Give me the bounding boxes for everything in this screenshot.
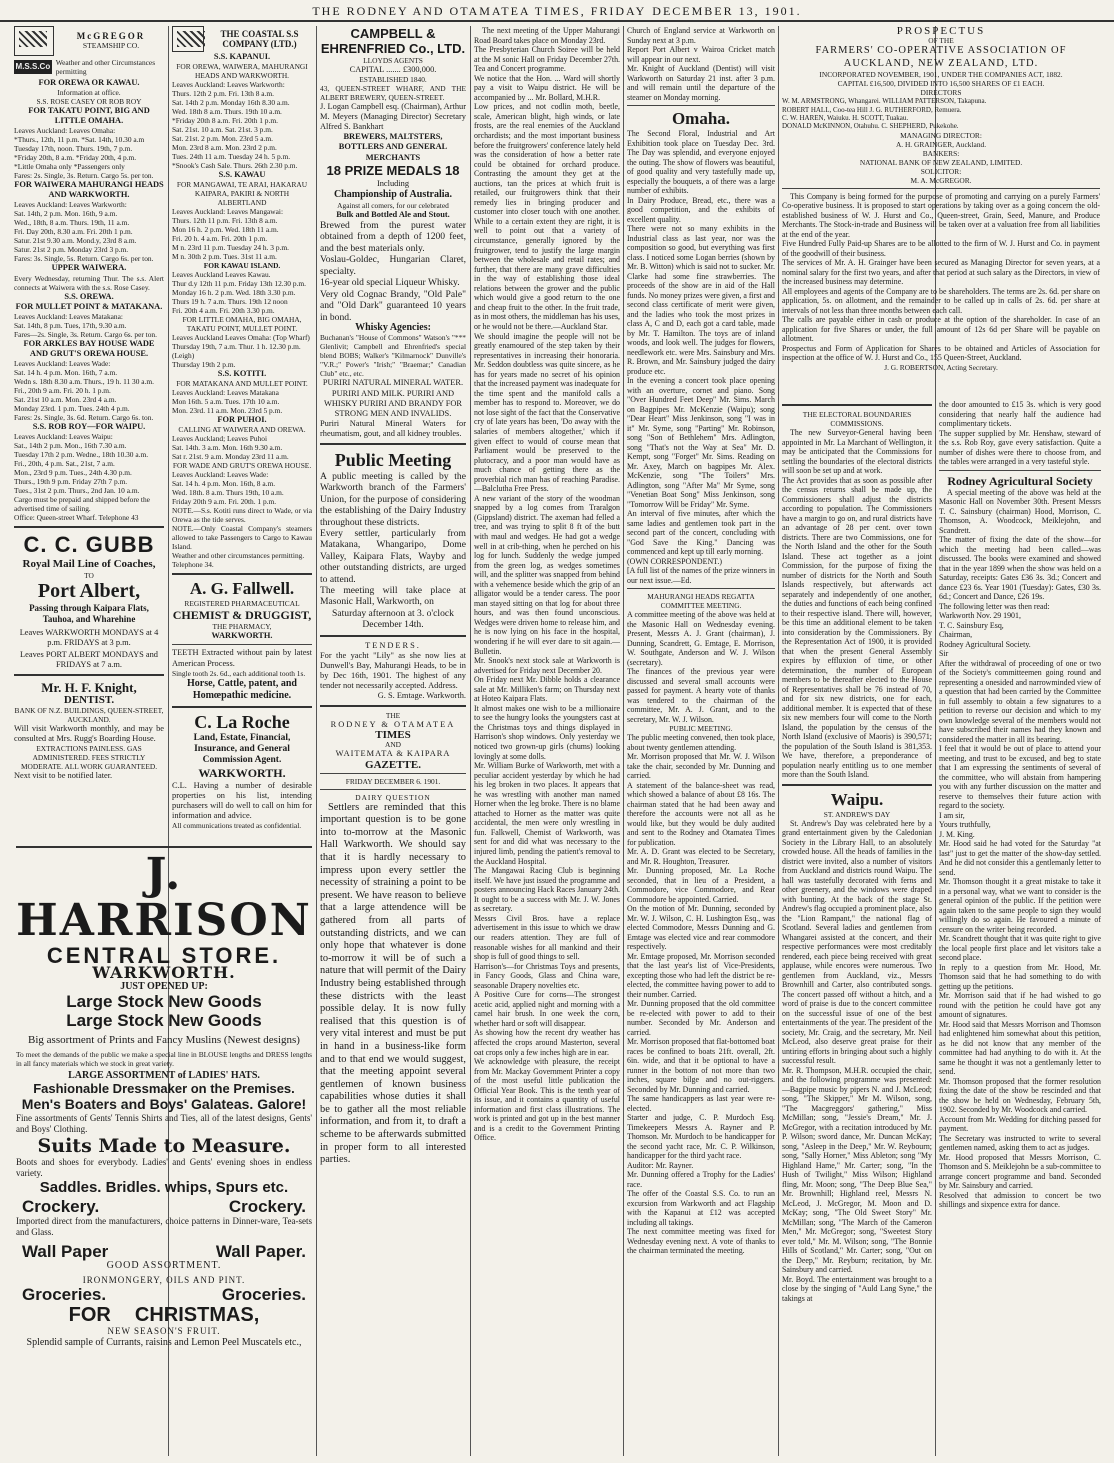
harrison-groc2: Groceries.: [221, 1285, 306, 1305]
campbell-puriri2: PURIRI AND MILK. PURIRI AND WHISKY PURIRI AND BRANDY FOR STRONG MEN AND INVALIDS.: [323, 388, 463, 418]
regatta-title: MAHURANGI HEADS REGATTA: [647, 592, 755, 601]
laroche-comm: All communications treated as confidential.: [172, 821, 302, 831]
society-title: Rodney Agricultural Society: [947, 473, 1093, 488]
masthead-title: THE RODNEY AND OTAMATEA TIMES, FRIDAY: [312, 3, 647, 18]
coastal-dest5: FOR MATAKANA AND MULLET POINT.: [176, 379, 308, 389]
campbell-brewed: Brewed from the purest water obtained from a depth of 1200 feet, and the best materials only.: [320, 219, 466, 254]
column-7: [939, 400, 1101, 1456]
campbell-champ: Championship of Australia.: [333, 188, 453, 200]
coastal-times6: Sat. 14th. 3 a.m. Mon. 16th 9.30 a.m. Sat r. 21st. 9 a.m. Monday 23rd 11 a.m.: [172, 443, 289, 462]
harrison-imported: Imported direct from the manufacturers, choice patterns in Dinner-ware, Tea-sets and Glass.: [16, 1216, 312, 1238]
prospectus-inc: INCORPORATED NOVEMBER, 1901, UNDER THE COMPANIES ACT, 1882.: [819, 70, 1063, 80]
fallwell-single: Single tooth 2s. 6d., each additional tooth 1s.: [172, 668, 306, 678]
prospectus-capital: CAPITAL £16,500, DIVIDED INTO 16,500 SHARES OF £1 EACH.: [837, 79, 1045, 89]
prospectus-bank: NATIONAL BANK OF NEW ZEALAND, LIMITED.: [859, 157, 1023, 167]
prospectus-body: This Company is being formed for the purpose of promoting and carrying on a purely Farmers' Co-operative business. It is proposed to start operations by taking over as a going concern the old-established business of W. J. Hurst and Co., Queen-street, Grain, Seed, Manure, and Produce Merchants. The Stock-in-trade and Business will be taken over at a valuation free from all liabilities at the end of the year. Five Hundred Fully Paid-up Shares are to be allotted to the firm of W. J. Hurst and Co. in payment of the goodwill of their business. The services of Mr. A. H. Grainger have been secured as Managing Director for seven years, at a nominal salary for the first two years, and after that period at such salary as the Directors, in view of the increased business may determine. All employees and agents of the Company are to be shareholders. The terms are 2s. 6d. per share on application, 5s. on allotment, and the remainder to be called up in calls of 2s. 6d. per share at intervals of not less than three months between each call. The calls are payable either in cash or produce at the option of the shareholder. In case of an application for five Shares or under, the full amount of 12s 6d per Share will be payable on allotment. Prospectus and Form of Application for Shares to be obtained and Articles of Association for inspection at the office of W. J. Hurst and Co., 155 Queen-Street, Auckland.: [782, 191, 1100, 363]
harrison-saddles: Saddles. Bridles. whips, Spurs etc.: [39, 1179, 289, 1197]
knight-visit: Will visit Warkworth monthly, and may be consulted at Mrs. Rugg's Boarding House.: [14, 723, 164, 743]
fallwell-ad: [172, 579, 312, 701]
harrison-boots: Boots and shoes for everybody. Ladies' and Gents' evening shoes in endless variety.: [16, 1157, 312, 1179]
tenders-title: TENDERS.: [365, 640, 421, 650]
gubb-leaves: Leaves WARKWORTH MONDAYS at 4 p.m. FRIDAYS at 3 p.m.: [19, 628, 159, 648]
paper-title-block: [320, 711, 466, 789]
mcgregor-dest3: FOR WAIWERA MAHURANGI HEADS AND WARKWORTH.: [14, 180, 164, 200]
mcgregor-times-e: Sat., 14th 2 p.m. Mon., 16th 7.30 a.m. Tuesday 17th 2 p.m. Wedne., 18th 10.30 a.m. Fri., 20th, 4 p.m. Sat., 21st, 7 a.m. Mon., 23rd 9 p.m. Tues., 24th 4.30 p.m. Thurs., 19th 9 p.m. Friday 27th 7 p.m. Tues., 31st 2 p.m. Thurs., 2nd Jan. 10 a.m. Cargo must be prepaid and shipped before the advertised time of sailing.: [14, 441, 150, 514]
mcgregor-times-c: Sat. 14th, 8 p.m. Tues, 17th, 9.30 a.m. Fares—2s. Single, 3s. Return. Cargo 6s. per ton.: [14, 320, 157, 339]
gubb-ad: [14, 532, 164, 670]
mcgregor-dest7: S.S. ROB ROY—FOR WAIPU.: [32, 421, 146, 431]
public-meeting-ad: [320, 449, 466, 631]
knight-addr: BANK OF N.Z. BUILDINGS, QUEEN-STREET, AUCKLAND.: [14, 705, 164, 724]
prospectus-block: [782, 26, 1100, 396]
harrison-season: NEW SEASON'S FRUIT.: [107, 1326, 221, 1337]
harrison-groc1: Groceries.: [22, 1285, 107, 1305]
waipu-body: St. Andrew's Day was celebrated here by a grand entertainment given by the Caledonian Society in the Library Hall, to an absolutely crowded house. All the heads of families in the district were invited, also a number of visitors from Auckland and districts round Waipu. The hall was tastefully decorated with ferns and other greenery, and the windows were draped with bunting. At the back of the stage St. Andrew's flag occupied a prominent place, also the "Lion Rampant," the national flag of Scotland. Several ladies and gentlemen from Whangarei assisted at the concert, and their respective performances were most creditably rendered, each piece being received with great applause, while encores were numerous. Two gentlemen from Auckland, viz., Messrs Brownhill and Carter, also contributed songs. The concert passed off without a hitch, and a word of praise is due to the concert committee on the successful issue of one of the best entertainments of the year. The president of the society, Mr. Craig, and the secretary, Mr. Neil McLeod, also deserve great praise for their untiring efforts in bringing about such a highly successful result. Mr. R. Thompson, M.H.R. occupied the chair, and the following programme was presented:—Bagpipe music by pipers N. and J. McLeod; song, "The Skipper," Mr M. Wilson, song, "The Macgreggors' gathering," Miss McMillan; song, "Jessie's Dream," Mr. J. McGregor, with a recitation introduced by Mr. P. Wilson; sword dance, Mr. Duncan McKay; song, "Asleep in the Deep," Mr. W. Reybourn; song, "Sally Horner," Miss Ableton; song "My Highland Hame," Mr. Carter; song, "In the Hush of Twilight," Miss Wilson; Highland fling, Mr. Moon; song, "The Deep Blue Sea," Mr. Brownhill; Highland reel, Messrs N. McLeod, J. McGregor, M. Moon and D. McKay; song, "The Old Sweet Story" Mr. McMillan; song, "The March of the Cameron Men," Mr. McGregor; song, "Sweetest Story ever told," Mr. M. Wilson; song, "The Bonnie Hills of Scotland," Mr. Carter; song, "Out on the Deep," Mr. Reyburn; recitation, by Mr. Sainsbury and carried. Mr. Boyd. The entertainment was brought to a close by the singing of "Auld Lang Syne," the takings at: [782, 818, 932, 1303]
mcgregor-leaves-d: Leaves Auckland: Leaves Wade:: [14, 358, 111, 368]
omaha-body: The Second Floral, Industrial and Art Exhibition took place on Tuesday Dec. 3rd. The Day was splendid, and everyone enjoyed the outing. The show of flowers was beautiful, of good quality and very tastefully made up, especially the bouquets, a of there was a large number of exhibits. In Dairy Produce, Bread, etc., there was a good competition, and the exhibits of excellent quality. There were not so many exhibits in the Industrial class as last year, nor was the composition so good, but everything was first class. I noticed some Logan berries (shown by Mr. B. Witton) which is said not to sucker. Mr. Clarke had some fine strawberries. The proceeds of the show are in aid of the Hall funds. No money prizes were given, a first and second class certificate of merit were given, and the ladies who took the most prizes in class A, C and D, each got a card table, made by Mr. T. Hamilton. The toys are of inland woods, and look well. The judges for flowers, needlework etc. were Mrs. Sainsbury and Mrs. R. Brown, and Mr. Sainsbury judged the dairy produce etc. In the evening a concert took place opening with an overture, cornet and piano. Song "Over Hundred Feet Deep" Mr. Sims. March on Bagpipes Mr. McKenzie (Waipu); song "Dear Heart" Miss Jenkinson, song "I was in it" Mr. Syme, song "Parting" Mr. Robinson, song "Son of Bethlehem" Mrs. Adlington, song "That's not the Way at Sea" Mr. D. Kempt, song "Forget" Mr. Sims. Reading on Mr. Axey, March on bagpipes Mr. Alex. McKenzie, song "The Toilers" Mrs. Adlington, song "After Ma" Mr Syme, song "Venetian Boat Song" Miss Jenkinson, song "Tomorrow Will be Friday" Mr. Syme. An interval of five minutes, after which the same ladies and gentlemen took part in the second part of the concert, concluding with "God Save the King." Dancing was commenced and kept up till early morning. (OWN CORRESPONDENT.) [A full list of the names of the prize winners in our next issue.—Ed.: [627, 129, 775, 585]
harrison-name: J. HARRISON: [16, 849, 312, 946]
regatta-sub: COMMITTEE MEETING.: [660, 601, 742, 610]
mcgregor-dest4: UPPER WAIWERA.: [51, 263, 127, 273]
dairy-body: Settlers are reminded that this important question is to be gone into to-morrow at the Masonic Hall Warkworth. We should say that it is hardly necessary to impress upon every settler the necessity of straining a point to be present. We have reason to believe that a large attendence will be gathered from all parts of outstanding districts, and we can only hope that whatever is done to-morrow it will be of such a nature that will permit of the Dairy Industry being established through these districts with the least possible delay. It is now fully realised that this question is of very vital interest and must be put in hand in a business-like form and to that end we would suggest, that the meeting appoint several gentlemen of known business capabilities whose duties it shall be to gather all the most reliable information, and from it, to draft a scheme to be afterwards submitted in proper form to all interested parties.: [320, 801, 466, 1166]
knight-title: DENTIST.: [63, 694, 115, 707]
public-body: The public meeting convened, then took place, about twenty gentlemen attending. Mr. Morrison proposed that Mr. W. J. Wilson take the chair, seconded by Mr. Dunning and carried. A statement of the balance-sheet was read, which showed a balance of about £8 16s. The chairman stated that he had been away and therefore the accounts were not all as he would like, but they would be duly audited and sent to the Rodney and Otamatea Times for publication. Mr. A. D. Grant was elected to be Secretary, and Mr. R. Houghton, Treasurer. Mr. Dunning proposed, Mr. La Roche seconded, that in lieu of a President, a Commodore, vice Commodore, and Rear Commodore be appointed. Carried. On the motion of Mr. Dunning, seconded by Mr. W. J. Wilson, C. H. Lushington Esq., was elected Commodore, Messrs Dunning and G. Emtage was elected vice and rear commodore respectively. Mr. Emtage proposed, Mr. Morrison seconded that the last year's list of Vice-Presidents, excepting those who had left the district be re-elected, the committee having power to add to their number. Carried. Mr. Dunning proposed that the old committee be re-elected with power to add to their number. Seconded by Mr. Anderson and carried. Mr. Morrison proposed that flat-bottomed boat races be confined to boats 21ft. overall, 2ft. 6in. wide, and that it be optional to have a runner in the bottom of not more than two inches, square bilge and no out-riggers. Seconded by Mr. Dunning and carried. The same handicappers as last year were re-elected. Starter and judge, C. P. Murdoch Esq. Timekeepers Messrs A. Rayner and P. Thomson. Mr. Murdoch to be handicapper for the second yacht race, Mr. C. P. Wilkinson, handicapper for the third yacht race. Auditor: Mr. Rayner. Mr. Dunning offered a Trophy for the Ladies' race. The offer of the Coastal S.S. Co. to run an excursion from Warkworth and act Flagship with the Kapanui at £12 was accepted including all takings. The next committee meeting was fixed for Wednesday evening next. A vote of thanks to the chairman terminated the meeting.: [627, 733, 775, 1255]
coastal-times7: Sat. 14 h. 4 p.m. Mon. 16th, 8 a.m. Wed. 18th. 8 a.m. Thurs 19th, 10 a.m. Friday 20th 9 a.m. Fri. 20th. 1 p.m.: [172, 479, 284, 507]
ship-flag-icon: [14, 26, 54, 56]
mcgregor-times-d: Sat. 14 h. 4 p.m. Mon. 16th, 7 a.m. Wedn s. 18th 8.30 a.m. Thurs., 19 h. 11 30 a.m. Fri., 20th 9 a.m. Fri. 20 h. 1 p.m. Sat. 21st 10 a.m. Mon. 23rd 4 a.m. Monday 23rd. 1 p.m. Tues. 24th 4 p.m. Fares: 2s. Single, 3s. 6d. Return. Cargo 6s. ton.: [14, 367, 155, 422]
public-sub: PUBLIC MEETING.: [669, 724, 733, 733]
harrison-iron: IRONMONGERY, OILS AND PINT.: [82, 1275, 246, 1286]
mcgregor-ad: [14, 26, 164, 522]
mcgregor-dest5: FOR MULLET POINT & MATAKANA.: [15, 301, 163, 311]
harrison-crockery-row: [16, 1197, 312, 1216]
knight-ad: [14, 680, 164, 780]
meeting-body: A public meeting is called by the Warkworth branch of the Farmers' Union, for the purpose of considering the establishing of the Dairy Industry throughout these districts. Every settler, particularly from Matakana, Whangaripo, Dome Valley, Kaipara Flats, Wayby and other outstanding districts, are urged to attend. The meeting will take place at Masonic Hall, Warkworth, on: [320, 471, 466, 608]
column-5: [627, 26, 775, 1456]
column-rule: [778, 26, 779, 1456]
laroche-agent: Land, Estate, Financial, Insurance, and General Commission Agent.: [193, 732, 291, 765]
paper-date: FRIDAY DECEMBER 6. 1901.: [345, 776, 441, 786]
coastal-dest2: FOR MANGAWAI, TE ARAI, HAKARAU KAIPARA, PAKIRI & NORTH ALBERTLAND: [176, 180, 308, 208]
prospectus-name: FARMERS' CO-OPERATIVE ASSOCIATION OF AUCKLAND, NEW ZEALAND, LTD.: [815, 45, 1067, 69]
harrison-groc-row: [16, 1285, 312, 1304]
coastal-leaves: Leaves Auckland: Leaves Warkworth:: [172, 80, 285, 90]
campbell-whisky: 16-year old special Liqueur Whisky.: [320, 277, 460, 289]
column-1: [14, 26, 164, 836]
coastal-dest4: FOR LITTLE OMAHA, BIG OMAHA, TAKATU POINT, MULLET POINT.: [182, 315, 302, 334]
fallwell-town: WARKWORTH.: [211, 631, 273, 641]
mcgregor-dest1: FOR OREWA OR KAWAU.: [38, 78, 140, 87]
mcgregor-dest2: FOR TAKATU POINT, BIG AND LITTLE OMAHA.: [28, 106, 150, 126]
waipu-sub: ST. ANDREW'S DAY: [823, 809, 891, 819]
omaha-title: Omaha.: [671, 109, 731, 128]
paper-line3: TIMES: [375, 729, 411, 742]
waipu-continued: the door amounted to £15 3s. which is very good considering that nearly half the audience had complimentary tickets. The supper supplied by Mr. Henshaw, steward of the s.s. Rob Roy, gave every satisfaction. Quite a number of dishes were there to choose from, and the tables were arranged in a very tasteful style.: [939, 400, 1101, 466]
ship-flag-icon: [172, 26, 204, 52]
column-rule: [623, 26, 624, 1456]
gubb-to: TO: [84, 571, 94, 581]
tenders-sig: G. S. Emtage. Warkworth.: [377, 691, 466, 701]
mssc-logo: M.S.S.Co: [14, 60, 52, 74]
fallwell-title: CHEMIST & DRUGGIST,: [172, 608, 312, 623]
column-2: [172, 26, 312, 836]
masthead: [0, 2, 1114, 22]
local-notes: Church of England service at Warkworth on Sunday next at 3 p.m. Report Port Albert v Wairoa Cricket match will appear in our next. Mr. Knight of Auckland (Dentist) will visit Warkworth on Saturday 21 inst. after 3 p.m. and will remain until the departure of the steamer on Monday morning.: [627, 26, 775, 102]
paper-line4: AND: [384, 740, 401, 750]
gubb-line: Royal Mail Line of Coaches,: [22, 558, 156, 571]
coastal-leaves4: Leaves Auckland Leaves Omaha: (Top Wharf): [172, 333, 310, 343]
electoral-body: The new Surveyor-General having been appointed in Mr. La Marchant of Wellington, it may be anticipated that the Commissions for settling the boundaries of the electoral districts will soon be set up and at work. The Act provides that as soon as possible after the census returns shall be made up, the Commissioners shall adjust the districts according to population. The Commissioners have a margin to go on, and rural districts have an advantage of 28 per cent. over town districts. There are two Commissions, one for the North Island and the other for the South Island. These act together as a joint Commission, for the purpose of fixing the number of districts for the North and South Islands respectively, but afterwards act separately and independently of one another, the duties and functions of each being confined to their respective island. There will, however, be this time an additional element to be taken into consideration by the Commissioners. By the Representation Act of 1900, it is provided that when the present General Assembly expires by effluxion of time, or other determination, the number of European members to be thereafter elected to the House of Representatives shall be 76 instead of 70, and for six new districts, one for each, additional member. It is expected that of these six new members four will come to the North Island, the population by the census of the North Island (exclusive of Maoris) is 390,571; the population of the South Island is 381,353. We have, therefore, a preponderance of population nearly entitling us to one member more than the South Island.: [782, 428, 932, 779]
mcgregor-co: STEAMSHIP CO.: [82, 41, 140, 50]
masthead-date: DECEMBER 13, 1901.: [652, 3, 802, 18]
paper-line2: RODNEY & OTAMATEA: [330, 720, 456, 730]
coastal-times3: Thur d.y 12th 11 p.m. Friday 13th 12.30 p.m. Monday 16 h. 2 p.m. Wed. 18th 3.30 p.m. Thurs 19 h. 7 a.m. Thurs. 19th 12 noon Fri. 20th 4 a.m. Fri. 20th 3.30 p.m.: [172, 279, 306, 316]
prospectus-sol-name: M. A. McGREGOR.: [910, 175, 972, 185]
campbell-ad: [320, 26, 466, 439]
column-6: [782, 400, 932, 1456]
harrison-stock2: Large Stock New Goods: [66, 1011, 262, 1031]
harrison-crockery2: Crockery.: [228, 1197, 306, 1217]
mcgregor-info: Information at office.: [57, 88, 121, 98]
meeting-when: Saturday afternoon at 3. o'clock December 14th.: [332, 607, 454, 631]
prospectus-sig: J. G. ROBERTSON, Acting Secretary.: [884, 362, 998, 372]
prospectus-directors: DIRECTORS: [920, 88, 962, 98]
fallwell-reg: REGISTERED PHARMACEUTICAL: [184, 599, 300, 609]
harrison-town: WARKWORTH.: [92, 963, 236, 982]
coastal-times: Thurs. 12th 2 p.m. Fri. 13th 8 a.m. Sat. 14th 2 p.m. Monday 16th 8.30 a.m. Wed. 18th 8 a.m. Thurs. 19th 10 a.m. *Friday 20th 8 a.m. Fri. 20th 1 p.m. Sat. 21st. 10 a.m. Sat. 21st. 3 p.m. Sat. 21st. 2 p.m. Mon. 23rd 5 a.m. Mon. 23rd 8 a.m. Mon. 23rd 2 p.m. Tues. 24th 11 a.m. Tuesday 24 h. 5 p.m. *Snook's Cash Sale. Thurs. 26th 2.30 p.m.: [172, 89, 298, 171]
gubb-dest: Port Albert,: [37, 580, 141, 603]
meeting-title: Public Meeting: [334, 450, 452, 470]
prospectus-solicitor: SOLICITOR:: [920, 166, 962, 176]
harrison-wall1: Wall Paper: [22, 1242, 109, 1262]
tenders-body: For the yacht "Lily" as she now lies at Dunwell's Bay, Mahurangi Heads, to be in by Dec 16th, 1901. The highest of any tender not necessarily accepted. Address.: [320, 650, 466, 691]
harrison-wall2: Wall Paper.: [215, 1242, 306, 1262]
mcgregor-weather: Weather and other Circumstances permitting: [55, 58, 156, 76]
regatta-body: A committee meeting of the above was held at the Masonic Hall on Wednesday evening. Present, Messrs A. J. Grant (chairman), J. Dunning, Scandrett, G. Emtage, E. Morrison, W. Southgate, Anderson and W. J. Wilson (secretary). The finances of the previous year were discussed and several small accounts were passed for payment. A hearty vote of thanks was tendered to the chairman of the committee, Mr. A. J. Grant, and to the secretary, Mr. W. J. Wilson.: [627, 610, 775, 724]
harrison-suits: Suits Made to Measure.: [37, 1135, 291, 1158]
harrison-boaters: Men's Boaters and Boys' Galateas. Galore!: [21, 1096, 307, 1113]
harrison-store: CENTRAL STORE.: [46, 943, 282, 968]
prospectus-dir-list: W. M. ARMSTRONG, Whangarei. WILLIAM PATTERSON, Takapuna. ROBERT HALL, Coo-tea Hill J. G. RUTHERFORD, Remuera. C. W. HAREN, Waiuku. H. SCOTT, Tuakau. DONALD McKINNON, Otahuhu. C. SHEPHERD, Pukekohe.: [782, 97, 987, 131]
coastal-weather: Weather and other circumstances permitting. Telephone 34.: [172, 551, 305, 570]
mcgregor-times-a: *Thurs., 12th, 11 p.m. *Sat. 14th, 10.30 a.m Tuesday 17th, noon. Thurs. 19th, 7 p.m. *Friday 20th, 8 a.m. *Friday 20th, 4 p.m. *Little Omaha only *Passengers only Fares: 2s. Single, 3s. Return. Cargo 5s. per ton.: [14, 135, 154, 181]
coastal-note6: CALLING AT WAIWERA AND OREWA.: [178, 425, 306, 435]
harrison-currants: Splendid sample of Currants, raisins and Lemon Peel Muscatels etc.,: [26, 1336, 302, 1348]
campbell-capital: CAPITAL ....... £300,000.: [349, 65, 437, 74]
harrison-opened: JUST OPENED UP:: [120, 981, 208, 993]
campbell-agencies: Whisky Agencies:: [355, 322, 431, 334]
harrison-hats: LARGE ASSORTMENT of LADIES' HATS.: [68, 1070, 260, 1082]
column-rule: [470, 26, 471, 1456]
campbell-cognac: Very old Cognac Brandy, "Old Pale" and "Old Dark" guaranteed 10 years in bond.: [320, 288, 466, 323]
mcgregor-boats: S.S. ROSE CASEY OR ROB ROY: [36, 97, 142, 107]
campbell-bulk: Bulk and Bottled Ale and Stout.: [336, 209, 450, 219]
campbell-incl: Including: [376, 178, 410, 188]
coastal-note: NOTE.—S.s. Kotiti runs direct to Wade, or via Orewa as the tide serves. NOTE.—Only Coastal Company's steamers allowed to take Passengers to Cargo to Kawau Island.: [172, 506, 312, 552]
knight-extract: EXTRACTIONS PAINLESS. GAS ADMINISTERED. FEES STRICTLY MODERATE. ALL WORK GUARANTEED.: [20, 743, 158, 771]
paper-line6: GAZETTE.: [365, 758, 421, 771]
coastal-boat: S.S. KAPANUI.: [213, 52, 271, 61]
local-news: The next meeting of the Upper Mahurangi Road Board takes place on Monday 23rd. The Presbyterian Church Soiree will be held at the M sonic Hall on Friday December 27th. Tea and Concert programme. We notice that the Hon. ... Ward will shortly pay a visit to Waipu district. He will be accompanied by ... Mr. Bollard, M.H.R. Low prices, and not codlin moth, beetle, scale, American blight, high winds, or late frosts, are the real enemies of the Auckland orchardists; and the most important business before the fruitgrowers' conference lately held was the consideration of how a better rate could be obtained for orchard produce. Contrasting the amount they get at the auctions, tan the prices at which fruit is retailed, our fruitgrowers think that their remedy lies in bringing producer and customer into closer touch with one another. While to a certain extent they are right, it is well to point out that a variety of circumstance, generally ignored by the fruitgrower, tend to justify the large margin between the wholesale and retail rates; and further, that there are many grave difficulties in the way of establishing those ideal relations between the grower and the public which would give a good return to the one and cheap fruit to the other. In the fruit trade, as in most others, the middleman has his uses, or he would not be there.—Auckland Star. We should imagine the people will not be greatly enamoured of the step taken by their representatives in increasing their honoraria. Mr. Seddon doubtless was quite sincere, as he has for years made no secret of his opinion that the increased payment was inadequate for the time spent and the manifold calls a member has to respond to. Moreover, we do not lose sight of the fact that the Conservative cry of late years has been, 'Do away with the salaries of members altogether,' which if given effect to would of course mean that Parliament would be preserved to the plutocracy, and a poor man would have as much chance of getting there as the proverbial rich man has of reaching Paradise.—Balclutha Free Press. A new variant of the story of the woodman snapped by a log comes from Traralgon (Gippsland) district. The axeman had felled a tree, and was trying to split 8 ft of the butt with maul and wedges. He had got a wedge well in at crib-thing, when he perched on his log for lunch. Suddenly the wedge jumped from the green log, as wedges sometimes will, and the splitter was snapped from behind with a vehemence beside which the grip of an alligator would be a tender caress. The poor man stayed sitting on that log for about three hours, and was then found unconscious. Wedges were driven home to release him, and he is now lying on his face in the hospital, wondering if he will ever dare to sit again.—Bulletin. Mr. Snook's next stock sale at Warkworth is advertised for Friday next December 20. On Friday next Mr. Dibble holds a clearance sale at Mr. Milliken's farm; on Thursday next at Hoteo Kaipara Flats. It almost makes one wish to be a millionaire to see the hungry looks the youngsters cast at the Christmas toys and things displayed in Harrison's shop windows. Only yesterday we noticed two grown-up girls (chums) looking lovingly at some dolls. Mr. William Burke of Warkworth, met with a peculiar accident yesterday by which he had his leg broken in two places. It appears that he was wrestling with another man named Horner when the leg broke. There is no blame attached to Horner as the matter was quite accidental, the men were only wrestling in fun. Falkwell, Chemist of Warkworth, was sent for and did what was necessary to the injured limb, pending the patient's removal to the Auckland Hospital. The Mangawai Racing Club is beginning itself. We have just issued the programme and posters announcing Hack Races January 24th. It ought to be a success with Mr. J. W. Jones as secretary. Messrs Civil Bros. have a replace advertisement in this issue to which we draw our readers attention. They are full of reasonable wishes for all mankind and their shop is full of good things to sell. Harrison's—for Christmas Toys and presents, in Fancy Goods, Glass and China ware, seasonable Drapery novelties etc. A Positive Cure for corns—The strongest acetic acid, applied night and morning with a camel hair brush. In one week the corn, whether hard or soft will disappear. As showing how the recent dry weather has affected the crops around Masterton, several oat crops only a few inches high are in ear. We acknowledge with pleasure, the receipt from Mr. Mackay Government Printer a copy of the most useful little publication the Official Year Book. This is the tenth year of its issue, and it contains a quantity of useful information and first class illustrations. The work is printed and got up in the best manner and is a credit to the Government Printing Office.: [474, 26, 620, 1143]
gubb-via: Passing through Kaipara Flats, Tauhoa, and Wharehine: [29, 603, 149, 625]
fallwell-name: A. G. Fallwell.: [189, 579, 295, 599]
campbell-prizes: 18 PRIZE MEDALS 18: [326, 162, 460, 178]
mcgregor-dest6: FOR ARKLES BAY HOUSE WADE AND GRUT'S OREWA HOUSE.: [23, 338, 155, 358]
coastal-dest6: FOR PUHOI.: [217, 415, 267, 425]
dairy-title: DAIRY QUESTION: [355, 792, 431, 802]
campbell-name: CAMPBELL & EHRENFRIED Co., LTD.: [320, 26, 466, 56]
coastal-times5: Mon 16th. 5 a.m. Tues. 17th 10 a.m. Mon. 23rd. 11 a.m. Mon. 23rd 5 p.m.: [172, 397, 283, 416]
coastal-leaves2: Leaves Auckland: Leaves Mangawai:: [172, 207, 284, 217]
coastal-name: THE COASTAL S.S COMPANY (LTD.): [220, 28, 299, 49]
harrison-good: GOOD ASSORTMENT.: [106, 1260, 222, 1272]
coastal-dest: FOR OREWA, WAIWERA, MAHURANGI HEADS AND WARKWORTH.: [176, 62, 308, 81]
dairy-article: [320, 793, 466, 1167]
coastal-boat2: S.S. KAWAU: [218, 170, 266, 180]
harrison-stock1: Large Stock New Goods: [66, 992, 262, 1012]
harrison-for: FOR: [68, 1304, 111, 1327]
mcgregor-note4: Every Wednesday, returning Thur. The s.s. Alert connects at Waiwera with the s.s. Rose Casey.: [14, 273, 164, 292]
laroche-body: C.L. Having a number of desirable properties on his list, intending purchasers will do well to call on him for information and advice.: [172, 780, 312, 820]
harrison-ad: [16, 842, 312, 1349]
campbell-puriri: PURIRI NATURAL MINERAL WATER.: [322, 378, 464, 388]
gubb-name: C. C. GUBB: [23, 532, 155, 558]
column-4: [474, 26, 620, 1456]
harrison-christmas-row: [16, 1304, 312, 1326]
laroche-town: WARKWORTH.: [198, 765, 286, 780]
harrison-wall-row: [16, 1242, 312, 1261]
prospectus-of: OF THE: [928, 36, 954, 46]
coastal-dest3: FOR KAWAU ISLAND.: [203, 261, 281, 271]
coastal-ad: [172, 26, 312, 569]
fallwell-shop: THE PHARMACY,: [212, 622, 272, 632]
campbell-people: J. Logan Campbell esq. (Chairman), Arthur M. Meyers (Managing Director) Secretary Alfred S. Bankhart: [320, 102, 466, 132]
coastal-times2: Thurs. 12th 11 p.m. Fri. 13th 8 a.m. Mon 16 h. 2 p.m. Wed. 18th 11 a.m. Fri. 20 h. 4 a.m. Fri. 20th 1 p.m. M n. 23rd 11 p.m. Tuesday 24 h. 3 p.m. M n. 30th 2 p.m. Tues. 31st 11 a.m.: [172, 216, 289, 262]
campbell-agencies-body: Buchanan's "House of Commons" Watson's "*** Glenlivit; Campbell and Ehrenfried's special blend BOBS; Walker's "Kilmarnock" Dunville's "V.R.;" Power's "Irish;" "Braemar;" Canadian Club" etc., etc.: [320, 333, 466, 379]
mcgregor-name: McGREGOR: [76, 30, 146, 41]
coastal-boat5: S.S. KOTITI.: [217, 369, 267, 379]
fallwell-teeth: TEETH Extracted without pain by latest American Process.: [172, 648, 312, 668]
knight-name: Mr. H. F. Knight,: [41, 680, 137, 696]
harrison-tennis: Fine assortments of Gents' Tennis Shirts and Ties, all of the latest designs, Gents' and Boys' Clothing.: [16, 1113, 312, 1135]
mcgregor-office: Office: Queen-street Wharf. Telephone 43: [14, 513, 139, 523]
mcgregor-times-b: Sat. 14th, 2 p.m. Mon. 16th, 9 a.m. Wed., 18th, 8 a.m. Thurs. 19th, 11 a.m. Fri. Day 20th, 8.30 a.m. Fri. 20th 1 p.m. Satur. 21st 9.30 a.m. Mond.y, 23rd 8 a.m. Satur. 21st 2 p.m. Monday 23rd 3 p.m. Fares: 3s. Single, 5s. Return. Cargo 6s. per ton.: [14, 209, 154, 264]
campbell-addr: 43, QUEEN-STREET WHARF, AND THE ALBERT BREWERY, QUEEN-STREET.: [320, 84, 466, 103]
knight-next: Next visit to be notified later.: [14, 770, 113, 780]
campbell-agents: LLOYDS AGENTS: [363, 56, 423, 65]
mcgregor-leaves-e: Leaves Auckland: Leaves Waipu:: [14, 432, 113, 442]
fallwell-horse: Horse, Cattle, patent, and Homœpathic medicine.: [187, 677, 297, 701]
coastal-leaves3: Leaves Auckland Leaves Kawau.: [172, 270, 271, 280]
paper-line5: WAITEMATA & KAIPARA: [335, 749, 451, 759]
harrison-crockery1: Crockery.: [22, 1197, 100, 1217]
paper-line1: THE: [385, 711, 401, 721]
campbell-against: Against all comers, for our celebrated: [337, 200, 449, 210]
tenders-ad: [320, 641, 466, 702]
harrison-christmas: CHRISTMAS,: [134, 1304, 260, 1327]
campbell-est: ESTABLISHED 1840.: [359, 75, 427, 85]
coastal-leaves7: Leaves Auckland: Leaves Wade:: [172, 470, 269, 480]
coastal-dest7: FOR WADE AND GRUT'S OREWA HOUSE.: [172, 461, 312, 471]
gubb-leaves2: Leaves PORT ALBERT MONDAYS and FRIDAYS at 7 a.m.: [20, 650, 158, 670]
coastal-leaves5: Leaves Auckland: Leaves Matakana: [172, 388, 279, 398]
campbell-vos: Voslau-Goldec, Hungarian Claret, specialty.: [320, 254, 466, 277]
harrison-dressmaker: Fashionable Dressmaker on the Premises.: [33, 1081, 295, 1097]
campbell-puriri3: Puriri Natural Mineral Waters for rheumatism, gout, and all kidney troubles.: [320, 418, 466, 438]
mcgregor-leaves-a: Leaves Auckland: Leaves Omaha:: [14, 126, 116, 136]
mcgregor-boat5: S.S. OREWA.: [64, 291, 114, 301]
waipu-title: Waipu.: [830, 789, 884, 809]
mcgregor-leaves-c: Leaves Auckland: Leaves Matakana:: [14, 311, 123, 321]
society-body: A special meeting of the above was held at the Masonic Hall on November 30th. Present Messrs T. C. Sainsbury (chairman) Hood, Morrison, C. Thomson, A. Woodcock, Meiklejohn, and Scandrett. The matter of fixing the date of the show—for which the meeting had been called—was discussed. The books were examined and showed that in the year 1899 when the show was held on a Saturday, receipts: Gates £36 3s. 3d.; Concert and dance £23 6s. Year 1901 (Tuesday): Gates, £30 3s. 6d.; Concert and Dance, £26 19s. The following letter was then read: Warkworth Nov. 29 1901, T. C. Sainsbury Esq, Chairman, Rodney Agricultural Society. Sir After the withdrawal of proceeding of one or two of the Society's committeemen going round and representing a onesided and narrowminded view of a question that had been carried by the Committee in full assembly to obtain a few signatures to a petition to reverse our decision and which to my own knowledge several of the members would not have subscribed their names had they known and considered the matter in all its bearing. I feel that it would be out of place to attend your meeting, and trust to be excused, and beg to state that I am expressing the sentiments of several of the committee, who will abstain from hampering you with any further discussion on the matter and reserve to themselves their future action with regard to the society. I am sir, Yours truthfully, J. M. King. Mr. Hood said he had voted for the Saturday "at last" just to get the matter of the show-day settled. And he did not consider this a gentlemanly letter to send. Mr. Thomson thought it a great mistake to take it in a personal way, what we want to consider is the general opinion of the public. If the petition were again taken to the same people to sign they would willingly do so again. He favoured a minute of censure on the writer being recorded. Mr. Scandrett thought that it was quite right to give the local people first place and let visitors take a second place. In reply to a question from Mr. Hood, Mr. Thomson said that he had something to do with getting up the petitions. Mr. Morrison said that if he had wished to go round with the petition he could have got any amount of signatures. Mr. Hood said that Messrs Morrison and Thomson had enlightened him somewhat about this petition, as he did not know that any member of the committee had had anything to do with it. At the same he thought it was not a gentlemanly letter to send. Mr. Thomson proposed that the former resolution fixing the date of the show be rescinded and that the show be held on Wednesday, February 5th, 1902. Seconded by Mr. Woodcock and carried. Account from Mr. Wedding for ditching passed for payment. The Secretary was instructed to write to several gentlemen named, asking them to act as judges. Mr. Hood proposed that Messrs Morrison, C. Thomson and S. Meiklejohn be a sub-committee to arrange concert programme and band. Seconded by Mr. Sainsbury and carried. Resolved that admission to concert be two shillings and sixpence extra for dance.: [939, 487, 1101, 1209]
campbell-brewers: BREWERS, MALTSTERS, BOTTLERS AND GENERAL MERCHANTS: [338, 132, 448, 162]
column-rule: [316, 26, 317, 1456]
harrison-prints: Big assortment of Prints and Fancy Muslins (Newest designs): [28, 1034, 300, 1047]
column-3: [320, 26, 466, 1456]
electoral-title: THE ELECTORAL BOUNDARIES COMMISSIONS.: [802, 410, 912, 428]
prospectus-md-name: A. H. GRAINGER, Auckland.: [895, 139, 987, 149]
prospectus-title: PROSPECTUS: [896, 26, 986, 37]
harrison-blouse: To meet the demands of the public we make a special line in BLOUSE lengths and DRESS lengths in all fancy materials which we stock in great variety.: [16, 1050, 312, 1069]
coastal-leaves6: Leaves Auckland; Leaves Puhoi: [172, 434, 268, 444]
prospectus-bankers: BANKERS:: [922, 148, 960, 158]
laroche-name: C. La Roche: [194, 711, 290, 732]
prospectus-md: MANAGING DIRECTOR:: [900, 130, 982, 140]
mcgregor-leaves-b: Leaves Auckland: Leaves Warkworth:: [14, 200, 127, 210]
laroche-ad: [172, 712, 312, 830]
coastal-times4: Thursday 19th, 7 a.m. Thur. 1 h. 12.30 p.m. (Leigh) Thursday 19th 2 p.m.: [172, 342, 301, 370]
